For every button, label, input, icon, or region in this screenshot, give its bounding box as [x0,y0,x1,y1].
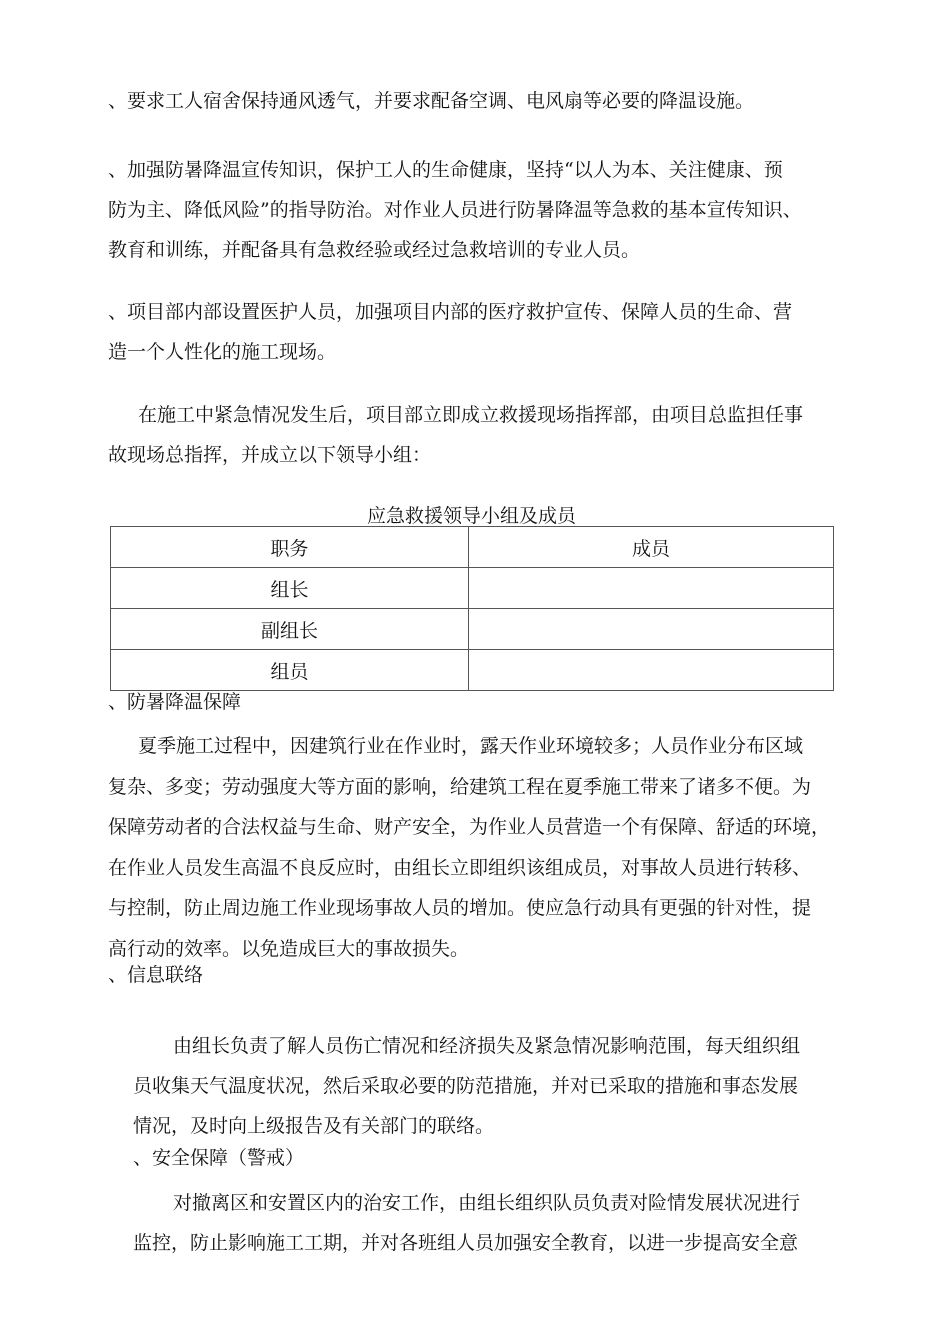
paragraph-line: 由组长负责了解人员伤亡情况和经济损失及紧急情况影响范围，每天组织组 [173,1035,801,1057]
paragraph-line: 故现场总指挥，并成立以下领导小组： [108,444,432,466]
paragraph-line: 、加强防暑降温宣传知识，保护工人的生命健康，坚持“以人为本、关注健康、预 [108,159,783,181]
security-heading: 、安全保障（警戒） [133,1147,305,1169]
table-row [111,568,834,609]
ventilation-item: 、要求工人宿舍保持通风透气，并要求配备空调、电风扇等必要的降温设施。 [108,90,755,112]
members-cell [469,568,834,609]
members-cell [469,609,834,650]
table-row [111,609,834,650]
paragraph-line: 与控制，防止周边施工作业现场事故人员的增加。使应急行动具有更强的针对性，提 [108,897,812,919]
leadership-table [110,526,834,691]
paragraph-line: 造一个人性化的施工现场。 [108,341,337,363]
paragraph-line: 监控，防止影响施工工期，并对各班组人员加强安全教育，以进一步提高安全意 [133,1232,799,1254]
table-header-row [111,527,834,568]
security-body [133,1183,800,1263]
paragraph-line: 在施工中紧急情况发生后，项目部立即成立救援现场指挥部，由项目总监担任事 [138,404,804,426]
header-members: 成员 [469,527,834,568]
heatstroke-heading: 、防暑降温保障 [108,691,242,713]
header-role: 职务 [111,527,469,568]
paragraph-line: 夏季施工过程中，因建筑行业在作业时，露天作业环境较多；人员作业分布区域 [138,735,804,757]
heatstroke-body [108,726,830,969]
paragraph-line: 防为主、降低风险”的指导防治。对作业人员进行防暑降温等急救的基本宣传知识、 [108,199,802,221]
role-cell: 副组长 [111,609,469,650]
table-row [111,650,834,691]
info-heading: 、信息联络 [108,964,204,986]
role-cell: 组长 [111,568,469,609]
medical-item [108,292,792,372]
paragraph-line: 员收集天气温度状况，然后采取必要的防范措施，并对已采取的措施和事态发展 [133,1075,799,1097]
publicity-item [108,150,802,270]
paragraph-line: 保障劳动者的合法权益与生命、财产安全，为作业人员营造一个有保障、舒适的环境， [108,816,831,838]
paragraph-line: 在作业人员发生高温不良反应时，由组长立即组织该组成员，对事故人员进行转移、 [108,856,812,879]
paragraph-line: 教育和训练，并配备具有急救经验或经过急救培训的专业人员。 [108,239,641,261]
paragraph-line: 对撤离区和安置区内的治安工作，由组长组织队员负责对险情发展状况进行 [173,1192,801,1214]
paragraph-line: 复杂、多变；劳动强度大等方面的影响，给建筑工程在夏季施工带来了诸多不便。为 [108,775,812,798]
role-cell: 组员 [111,650,469,691]
table-caption: 应急救援领导小组及成员 [366,505,576,527]
members-cell [469,650,834,691]
paragraph-line: 高行动的效率。以免造成巨大的事故损失。 [108,937,470,960]
emergency-paragraph [108,395,803,475]
info-body [133,1026,800,1146]
paragraph-line: 、项目部内部设置医护人员，加强项目内部的医疗救护宣传、保障人员的生命、营 [108,301,793,323]
paragraph-line: 情况，及时向上级报告及有关部门的联络。 [133,1115,495,1137]
